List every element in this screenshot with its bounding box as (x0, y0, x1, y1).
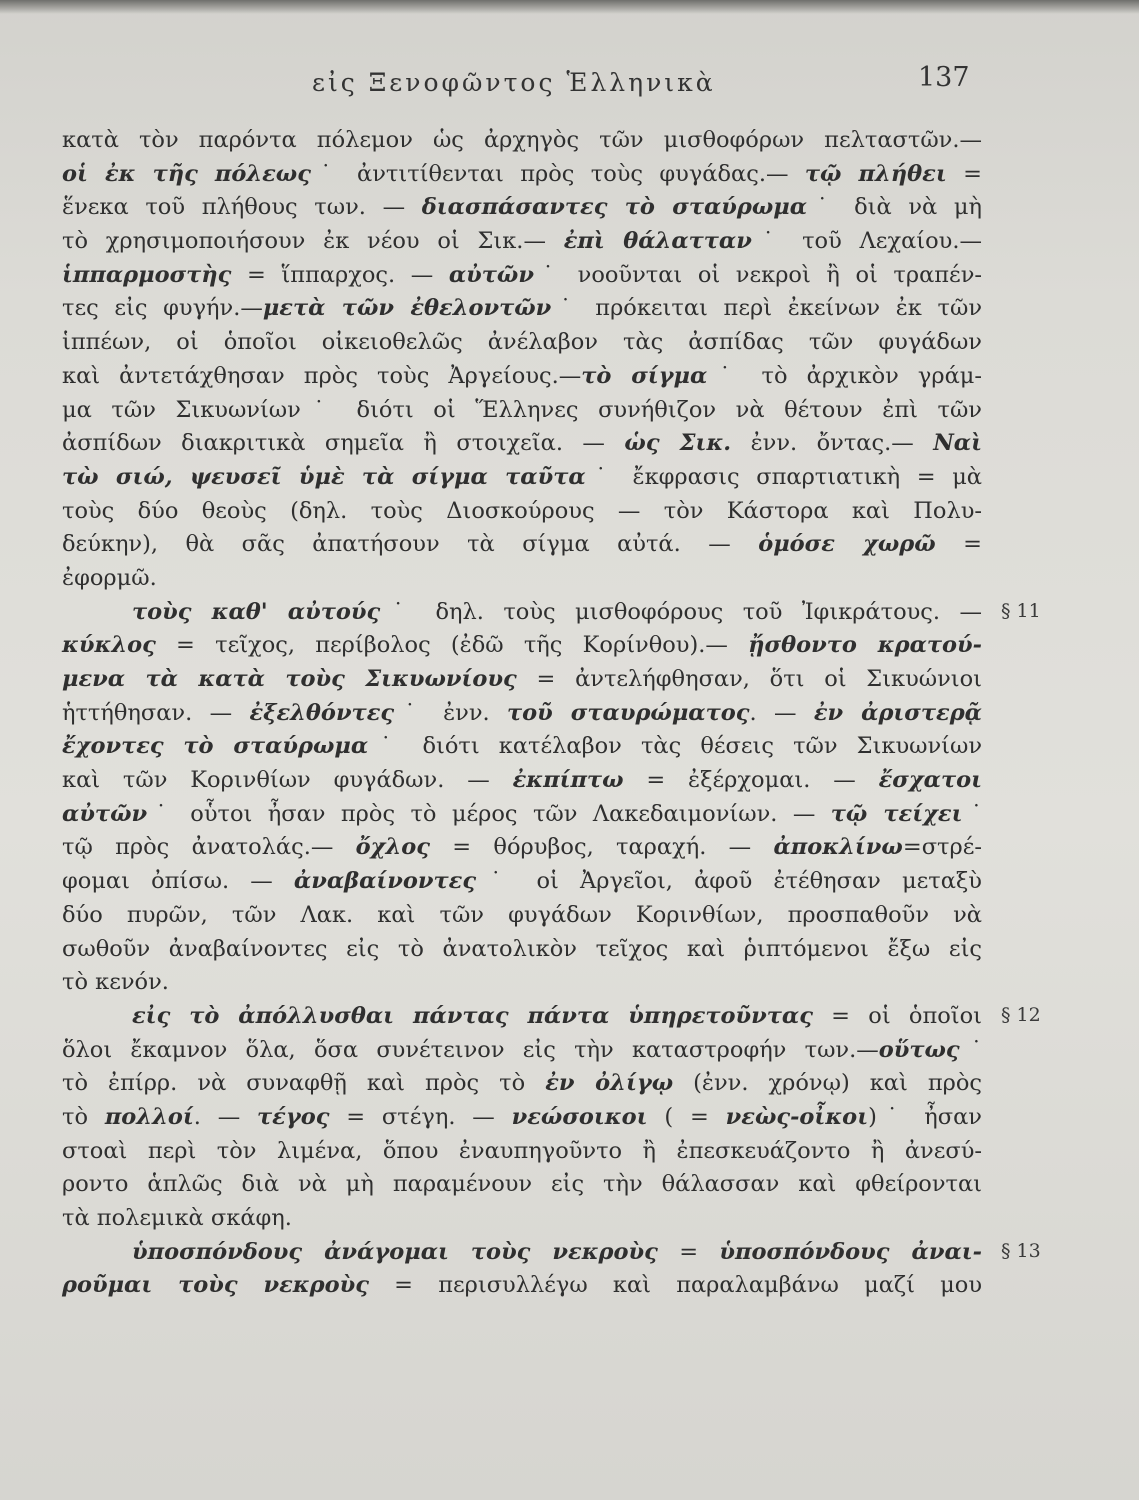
lemma-term: οὕτως (878, 1036, 960, 1063)
text-line (62, 1135, 982, 1169)
lemma-term: τῷ πλήθει (804, 160, 947, 187)
text-line (62, 663, 982, 697)
text-line (62, 461, 982, 495)
gloss-text: ἐφορμῶ. (62, 564, 157, 591)
gloss-text: ˙ οὗτοι ἦσαν πρὸς τὸ μέρος τῶν Λακεδαιμονίων. — (147, 800, 831, 827)
gloss-text: ˙ πρόκειται περὶ ἐκείνων ἐκ τῶν (551, 295, 982, 322)
lemma-term: ἐκπίπτω (512, 767, 624, 794)
gloss-text: τοὺς δύο θεοὺς (δηλ. τοὺς Διοσκούρους — τὸν Κάστορα καὶ Πολυ- (62, 497, 982, 524)
gloss-text: ˙ (962, 800, 982, 827)
gloss-text: τες εἰς φυγήν.— (62, 295, 263, 322)
text-line (62, 394, 982, 428)
gloss-text: δύο πυρῶν, τῶν Λακ. καὶ τῶν φυγάδων Κορινθίων, προσπαθοῦν νὰ (62, 901, 982, 928)
lemma-term: κύκλος (62, 632, 156, 659)
text-line (62, 831, 982, 865)
text-line (62, 528, 982, 562)
gloss-text: = στέγη. — (329, 1103, 512, 1130)
gloss-text: = οἱ ὁποῖοι (812, 1002, 982, 1029)
gloss-text: = ἐξέρχομαι. — (623, 767, 879, 794)
gloss-text: ˙ οἱ Ἀργεῖοι, ἀφοῦ ἐτέθησαν μεταξὺ (476, 868, 982, 895)
gloss-text: = (935, 531, 982, 558)
gloss-text: μα τῶν Σικυωνίων˙ διότι οἱ Ἕλληνες συνήθιζον νὰ θέτουν ἐπὶ τῶν (62, 396, 982, 423)
gloss-text: ( = (647, 1103, 726, 1130)
gloss-text: ὅλοι ἔκαμνον ὅλα, ὅσα συνέτεινον εἰς τὴν καταστροφήν των.— (62, 1036, 879, 1063)
gloss-text: τὸ χρησιμοποιήσουν ἐκ νέου οἱ Σικ.— (62, 228, 564, 255)
text-line (62, 1168, 982, 1202)
text-line (62, 865, 982, 899)
lemma-term: Ναὶ (933, 430, 982, 457)
commentary-text (62, 124, 982, 1303)
text-line (62, 360, 982, 394)
gloss-text: ροντο ἁπλῶς διὰ νὰ μὴ παραμένουν εἰς τὴν θάλασσαν καὶ φθείρονται (62, 1171, 982, 1198)
gloss-text: ˙ ἔκφρασις σπαρτιατικὴ = μὰ (585, 463, 983, 490)
lemma-term: ἱππαρμοστὴς (62, 261, 232, 288)
gloss-text: ˙ διὰ νὰ μὴ (807, 194, 982, 221)
lemma-term: ὡς Σικ. (624, 430, 732, 457)
lemma-term: ἐν ὀλίγῳ (545, 1070, 674, 1097)
gloss-text: ˙ ἐνν. (394, 699, 507, 726)
lemma-term: ὄχλος (355, 834, 430, 861)
gloss-text: ˙ νοοῦνται οἱ νεκροὶ ἢ οἱ τραπέν- (533, 261, 982, 288)
lemma-term: νεώσοικοι (511, 1103, 648, 1130)
lemma-term: τὸ σίγμα (581, 362, 708, 389)
text-line (62, 933, 982, 967)
gloss-text: στοαὶ περὶ τὸν λιμένα, ὅπου ἐναυπηγοῦντο ἢ ἐπεσκευάζοντο ἢ ἀνεσύ- (62, 1137, 982, 1164)
gloss-text: = (946, 160, 982, 187)
page-number: 137 (918, 62, 970, 93)
lemma-term: ἐπὶ θάλατταν (563, 228, 752, 255)
lemma-term: ὁμόσε χωρῶ (758, 531, 936, 558)
text-line (62, 427, 982, 461)
gloss-text: δεύκην), θὰ σᾶς ἀπατήσουν τὰ σίγμα αὐτά. — (62, 531, 759, 558)
text-line (62, 966, 982, 1000)
gloss-text: καὶ ἀντετάχθησαν πρὸς τοὺς Ἀργείους.— (62, 362, 582, 389)
gloss-text: τὸ ἐπίρρ. νὰ συναφθῇ καὶ πρὸς τὸ (62, 1070, 546, 1097)
gloss-text: = (657, 1238, 720, 1265)
gloss-text: φομαι ὀπίσω. — (62, 868, 294, 895)
gloss-text: κατὰ τὸν παρόντα πόλεμον ὡς ἀρχηγὸς τῶν μισθοφόρων πελταστῶν.— (62, 127, 982, 153)
text-line (62, 1269, 982, 1303)
lemma-term: αὐτῶν (62, 800, 148, 827)
lemma-term: ἐξελθόντες (249, 699, 395, 726)
gloss-text: = ἀντελήφθησαν, ὅτι οἱ Σικυώνιοι (516, 666, 982, 692)
gloss-text: ˙ τὸ ἀρχικὸν γράμ- (707, 362, 982, 389)
section-mark: § 13 (1001, 1240, 1041, 1263)
gloss-text: ˙ ἀντιτίθενται πρὸς τοὺς φυγάδας.— (310, 160, 805, 187)
lemma-term: τέγος (257, 1103, 330, 1130)
lemma-term: ἔχοντες τὸ σταύρωμα (62, 733, 369, 760)
lemma-term: εἰς τὸ ἀπόλλυσθαι πάντας πάντα ὑπηρετοῦντας (132, 1002, 813, 1029)
gloss-text: =στρέ- (902, 834, 982, 861)
page-header (0, 62, 1139, 102)
text-line (62, 124, 982, 158)
text-line (62, 292, 982, 326)
text-line (62, 158, 982, 192)
lemma-term: ἐν ἀριστερᾷ (813, 699, 982, 726)
lemma-term: διασπάσαντες τὸ σταύρωμα (421, 194, 808, 221)
lemma-term: ροῦμαι τοὺς νεκροὺς (62, 1272, 369, 1299)
gloss-text: . — (193, 1103, 258, 1130)
lemma-term: μενα τὰ κατὰ τοὺς Σικυωνίους (62, 666, 517, 692)
gloss-text: τὸ κενόν. (62, 969, 169, 996)
text-line (62, 259, 982, 293)
gloss-text: σωθοῦν ἀναβαίνοντες εἰς τὸ ἀνατολικὸν τεῖχος καὶ ῥιπτόμενοι ἔξω εἰς (62, 935, 982, 962)
text-line (62, 629, 982, 663)
text-line (62, 730, 982, 764)
gloss-text: τῷ πρὸς ἀνατολάς.— (62, 834, 356, 861)
lemma-term: ὑποσπόνδους ἀναι- (719, 1238, 982, 1265)
text-line (62, 764, 982, 798)
text-line (62, 899, 982, 933)
lemma-term: ἔσχατοι (878, 767, 982, 794)
text-line (62, 798, 982, 832)
gloss-text: ἡττήθησαν. — (62, 699, 250, 726)
lemma-term: πολλοί (104, 1103, 194, 1130)
gloss-text: ˙ δηλ. τοὺς μισθοφόρους τοῦ Ἰφικράτους. — (380, 598, 982, 625)
lemma-term: τῷ τείχει (830, 800, 963, 827)
text-line (62, 191, 982, 225)
lemma-term: τὼ σιώ, ψευσεῖ ὑμὲ τὰ σίγμα ταῦτα (62, 463, 586, 490)
text-line (62, 1034, 982, 1068)
gloss-text: ˙ τοῦ Λεχαίου.— (751, 228, 982, 255)
text-line (62, 495, 982, 529)
text-line (62, 1236, 982, 1270)
text-line (62, 225, 982, 259)
gloss-text: ἕνεκα τοῦ πλήθους των. — (62, 194, 422, 221)
gloss-text: ἱππέων, οἱ ὁποῖοι οἰκειοθελῶς ἀνέλαβον τὰς ἀσπίδας τῶν φυγάδων (62, 329, 982, 356)
text-line (62, 1202, 982, 1236)
gloss-text: = θόρυβος, ταραχή. — (429, 834, 774, 861)
lemma-term: οἱ ἐκ τῆς πόλεως (62, 160, 311, 187)
gloss-text: (ἐνν. χρόνῳ) καὶ πρὸς (673, 1070, 982, 1097)
section-mark: § 12 (1001, 1004, 1041, 1027)
lemma-term: τοῦ σταυρώματος (507, 699, 750, 726)
text-line (62, 1101, 982, 1135)
lemma-term: τοὺς καθ' αὐτούς (132, 598, 381, 625)
gloss-text: τὰ πολεμικὰ σκάφη. (62, 1205, 292, 1231)
running-head: εἰς Ξενοφῶντος Ἑλληνικὰ (312, 68, 716, 97)
text-line (62, 562, 982, 596)
page-edge-shadow (0, 0, 1139, 14)
gloss-text: . — (749, 699, 814, 726)
lemma-term: ἀναβαίνοντες (293, 868, 477, 895)
gloss-text: )˙ ἦσαν (868, 1103, 982, 1130)
lemma-term: νεὼς-οἶκοι (725, 1103, 869, 1130)
gloss-text: = περισυλλέγω καὶ παραλαμβάνω μαζί μου (368, 1272, 982, 1299)
lemma-term: μετὰ τῶν ἐθελοντῶν (262, 295, 552, 322)
gloss-text: τὸ (62, 1103, 105, 1130)
gloss-text: ἐνν. ὄντας.— (731, 430, 934, 457)
lemma-term: ἀποκλίνω (773, 834, 903, 861)
gloss-text: ˙ διότι κατέλαβον τὰς θέσεις τῶν Σικυωνίων (368, 733, 983, 760)
gloss-text: = τεῖχος, περίβολος (ἐδῶ τῆς Κορίνθου).— (155, 632, 749, 659)
gloss-text: ἀσπίδων διακριτικὰ σημεῖα ἢ στοιχεῖα. — (62, 430, 625, 457)
text-line (62, 1067, 982, 1101)
text-line (62, 596, 982, 630)
text-line (62, 326, 982, 360)
gloss-text: = ἵππαρχος. — (231, 261, 449, 288)
gloss-text: ˙ (959, 1036, 982, 1063)
lemma-term: αὐτῶν (448, 261, 534, 288)
text-line (62, 697, 982, 731)
gloss-text: καὶ τῶν Κορινθίων φυγάδων. — (62, 767, 513, 794)
lemma-term: ᾔσθοντο κρατού- (748, 632, 982, 659)
lemma-term: ὑποσπόνδους ἀνάγομαι τοὺς νεκροὺς (132, 1238, 658, 1265)
section-mark: § 11 (1001, 599, 1041, 622)
text-line (62, 1000, 982, 1034)
